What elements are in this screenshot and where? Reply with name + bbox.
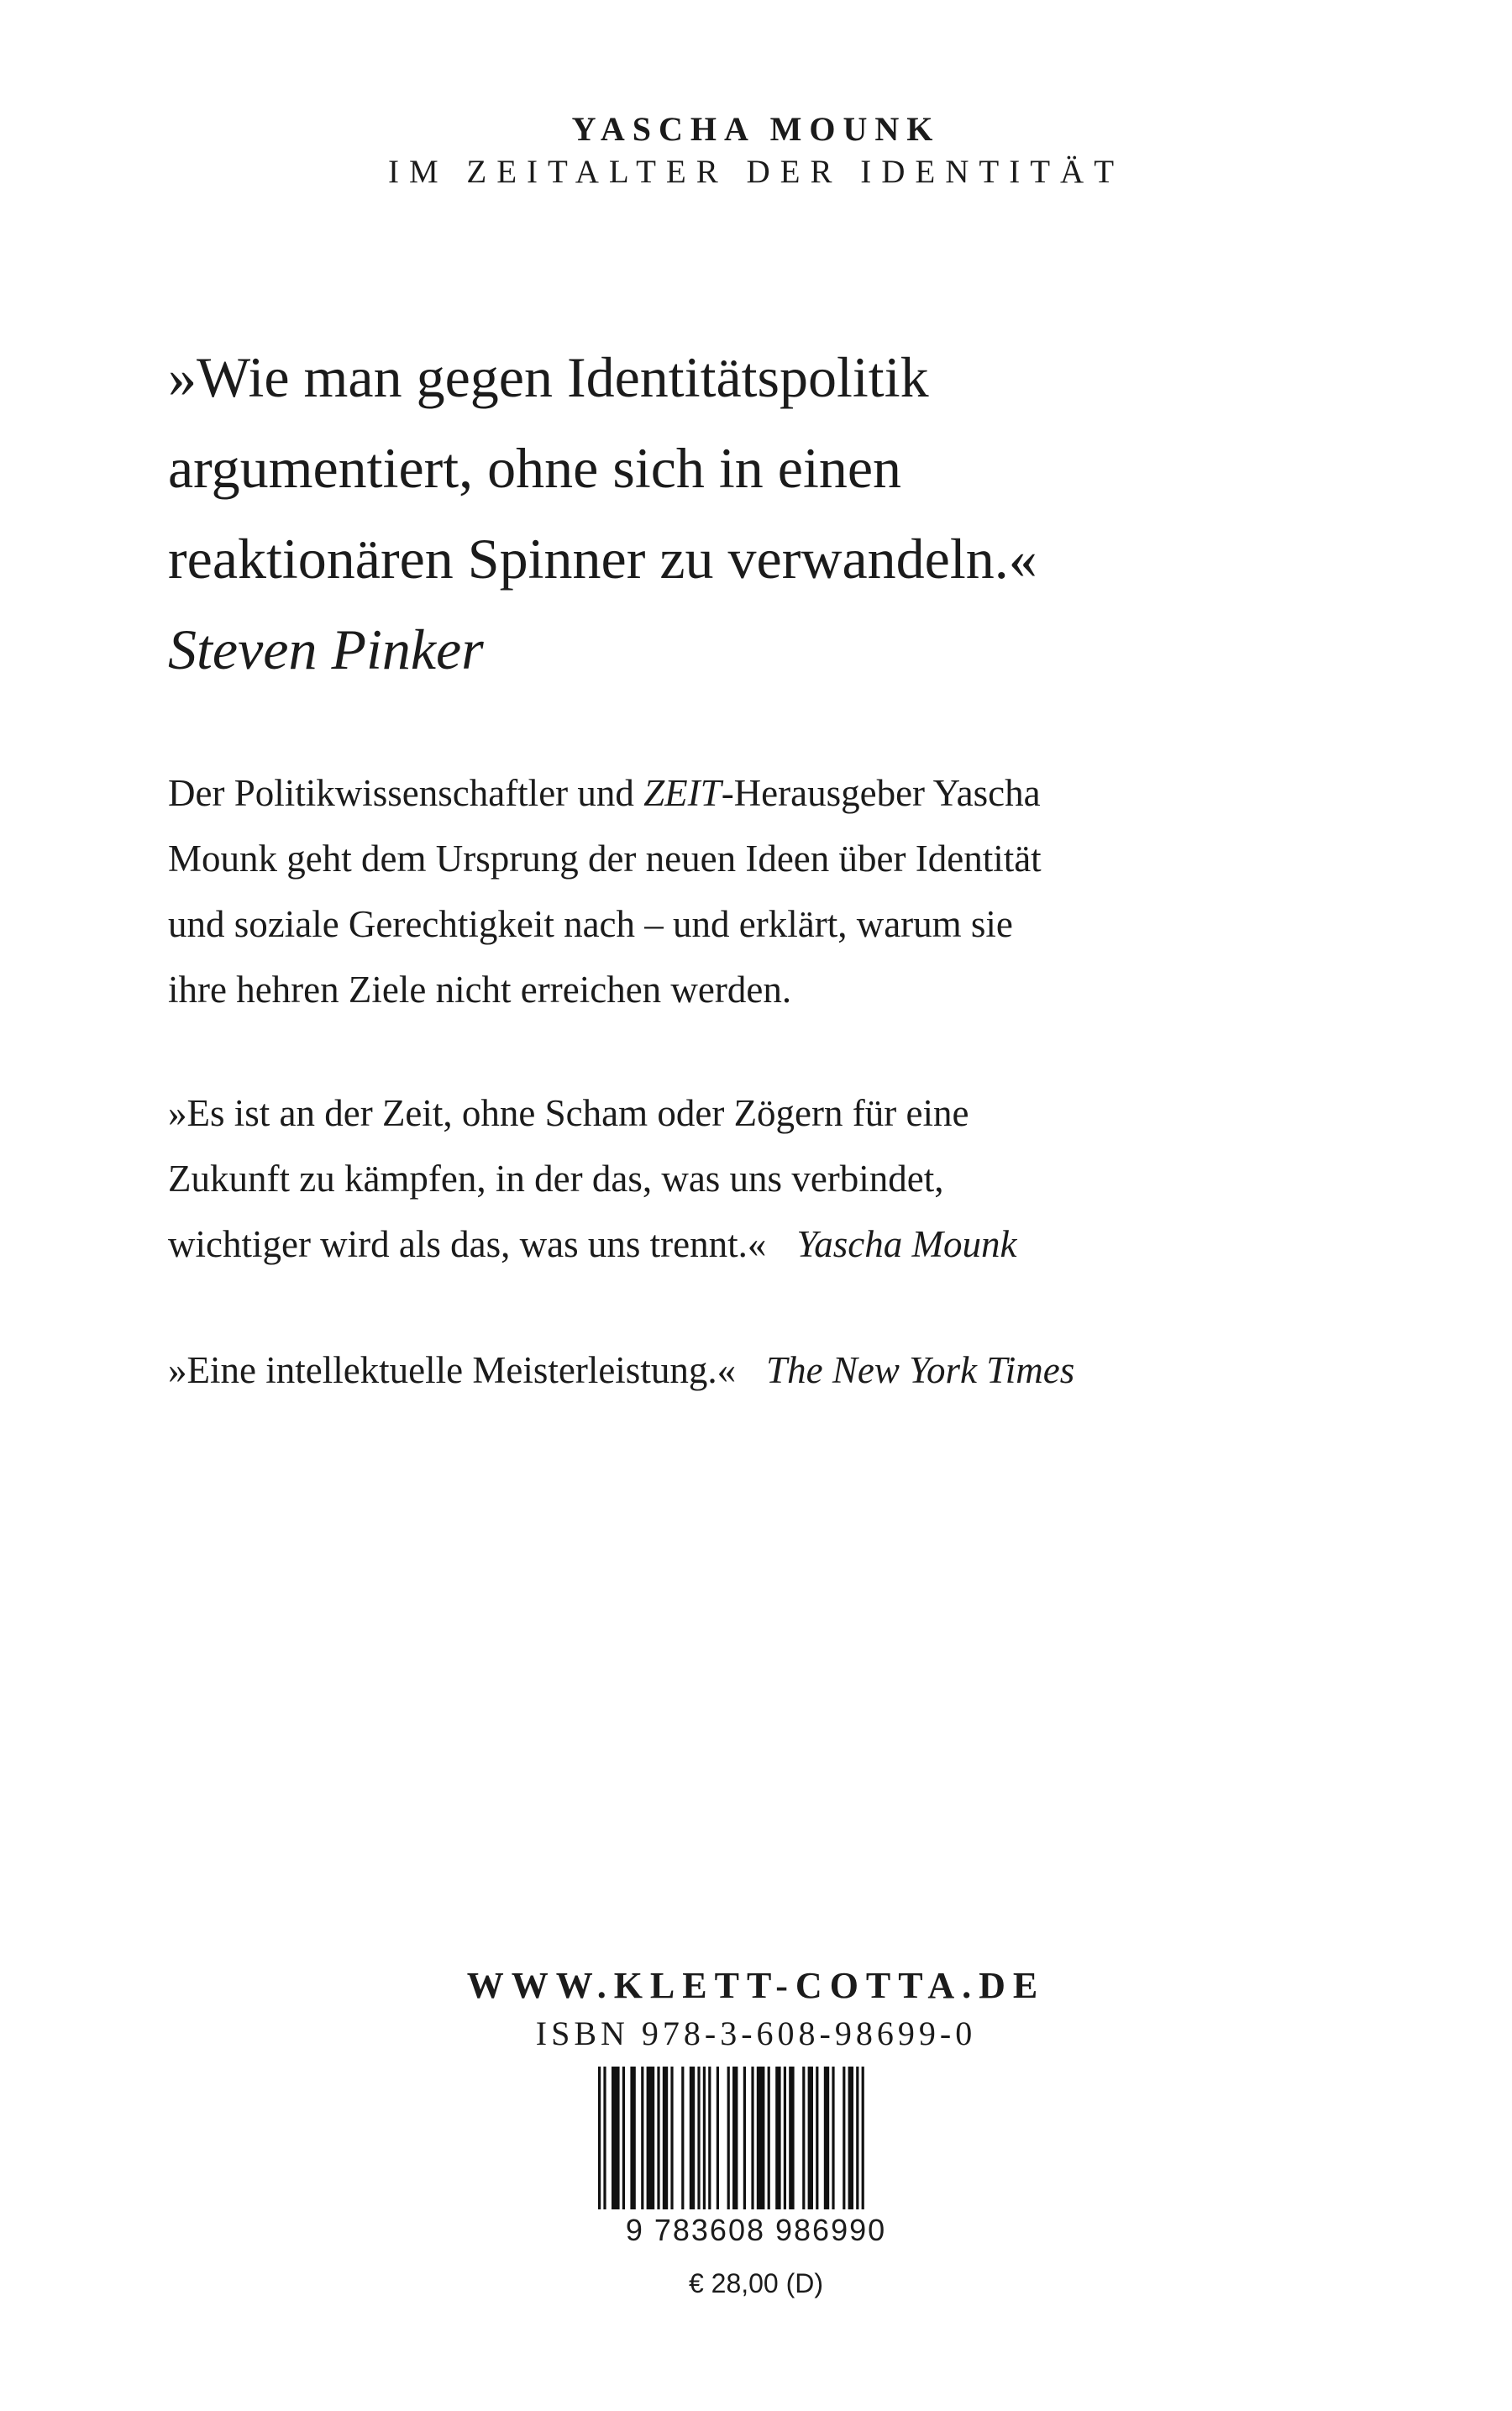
blurb-text: -Herausgeber Yascha: [721, 772, 1041, 814]
quote-line: »Es ist an der Zeit, ohne Scham oder Zögern für eine: [168, 1092, 969, 1134]
barcode-bar: [657, 2067, 659, 2209]
quote-line: argumentiert, ohne sich in einen: [168, 436, 902, 500]
mounk-quote: [168, 1080, 1361, 1277]
barcode-bar: [843, 2067, 845, 2209]
barcode-number: 9 783608 986990: [625, 2213, 887, 2247]
publisher-website: WWW.KLETT-COTTA.DE: [466, 1965, 1046, 2006]
barcode-bar: [768, 2067, 770, 2209]
barcode-bar: [848, 2067, 853, 2209]
book-title: IM ZEITALTER DER IDENTITÄT: [387, 154, 1125, 190]
barcode-bar: [647, 2067, 655, 2209]
barcode-bar: [802, 2067, 805, 2209]
barcode-bar: [732, 2067, 738, 2209]
barcode-bar: [824, 2067, 829, 2209]
quote-line: reaktionären Spinner zu verwandeln.«: [168, 527, 1037, 591]
quote-attribution: Yascha Mounk: [796, 1223, 1017, 1265]
barcode-bar: [622, 2067, 625, 2209]
barcode-bar: [630, 2067, 635, 2209]
barcode-bar: [757, 2067, 765, 2209]
barcode-bar: [603, 2067, 606, 2209]
barcode: [598, 2067, 914, 2209]
barcode-bar: [816, 2067, 818, 2209]
quote-text: wichtiger wird als das, was uns trennt.«: [168, 1223, 767, 1265]
barcode-bar: [690, 2067, 695, 2209]
barcode-bar: [727, 2067, 730, 2209]
pinker-quote: [168, 332, 1386, 695]
quote-text: »Eine intellektuelle Meisterleistung.«: [168, 1349, 737, 1391]
barcode-bar: [703, 2067, 706, 2209]
barcode-bar: [775, 2067, 780, 2209]
barcode-bar: [784, 2067, 786, 2209]
book-author: YASCHA MOUNK: [571, 110, 941, 148]
barcode-bar: [832, 2067, 834, 2209]
barcode-bar: [697, 2067, 700, 2209]
barcode-bar: [708, 2067, 711, 2209]
barcode-bar: [612, 2067, 620, 2209]
zeit-name: ZEIT: [643, 772, 722, 814]
blurb-line: ihre hehren Ziele nicht erreichen werden.: [168, 969, 792, 1011]
blurb-line: und soziale Gerechtigkeit nach – und erklärt, warum sie: [168, 903, 1013, 945]
book-blurb: [168, 760, 1361, 1022]
barcode-bar: [641, 2067, 643, 2209]
barcode-bar: [743, 2067, 746, 2209]
quote-attribution: Steven Pinker: [168, 617, 484, 681]
barcode-bar: [598, 2067, 601, 2209]
nyt-quote: [168, 1337, 1361, 1403]
quote-attribution: The New York Times: [766, 1349, 1075, 1391]
barcode-bar: [862, 2067, 864, 2209]
barcode-bar: [751, 2067, 753, 2209]
blurb-line: [168, 760, 1361, 826]
quote-line: [168, 1211, 1361, 1277]
barcode-bar: [681, 2067, 684, 2209]
barcode-bar: [717, 2067, 719, 2209]
quote-line: Zukunft zu kämpfen, in der das, was uns verbindet,: [168, 1158, 944, 1200]
barcode-bar: [670, 2067, 673, 2209]
blurb-line: Mounk geht dem Ursprung der neuen Ideen über Identität: [168, 838, 1042, 880]
price: € 28,00 (D): [688, 2268, 824, 2298]
barcode-bar: [808, 2067, 813, 2209]
blurb-text: Der Politikwissenschaftler und: [168, 772, 644, 814]
barcode-bar: [856, 2067, 858, 2209]
barcode-bar: [789, 2067, 794, 2209]
barcode-bar: [663, 2067, 668, 2209]
quote-line: »Wie man gegen Identitätspolitik: [168, 345, 929, 409]
isbn: ISBN 978-3-608-98699-0: [535, 2014, 977, 2052]
